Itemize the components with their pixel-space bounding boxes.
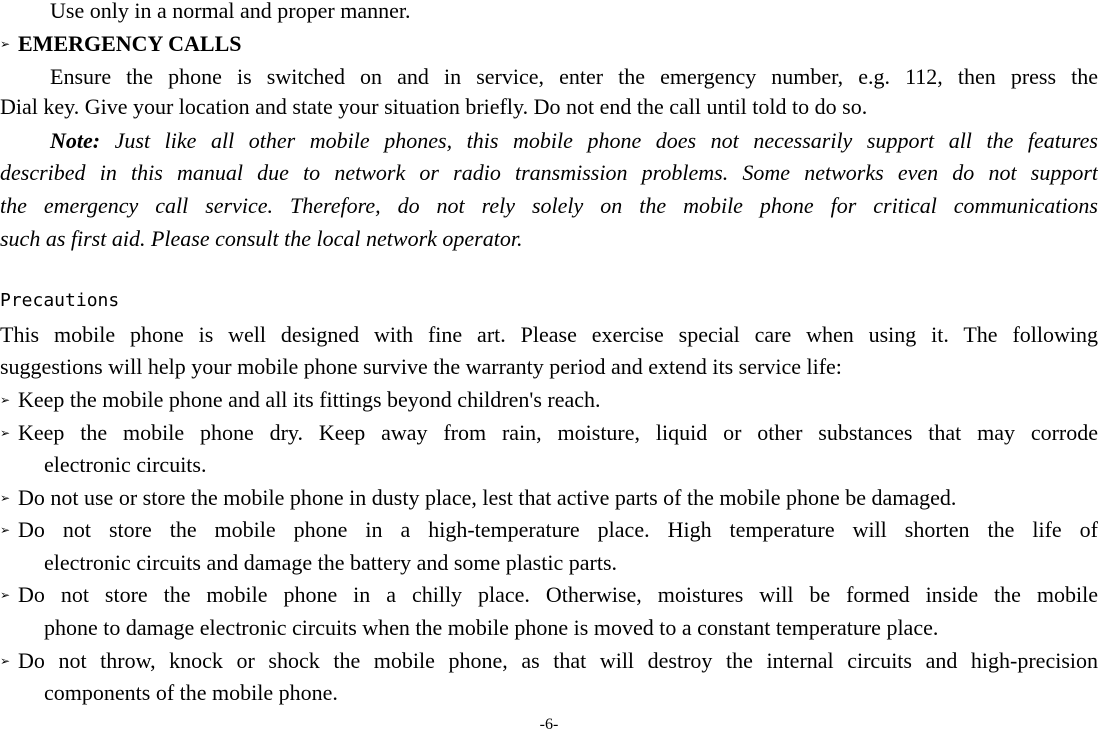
list-item-text: electronic circuits. [44,452,207,477]
bullet-arrow-icon: ➢ [0,588,11,602]
note-text: Just like all other mobile phones, this mobile phone does not necessarily support all the features [100,128,1098,153]
paragraph-text: suggestions will help your mobile phone survive the warranty period and extend its service life: [0,354,842,379]
note-line [0,156,1098,189]
paragraph-text: Dial key. Give your location and state your situation briefly. Do not end the call until told to do so. [0,94,868,119]
text-line [0,318,1098,351]
bullet-arrow-icon: ➢ [0,654,11,668]
text-line [0,0,1098,27]
text-line [0,60,1098,93]
list-item [0,481,1098,515]
list-item-continuation [0,676,1098,709]
bullet-arrow-icon: ➢ [0,393,11,407]
list-item-text: Do not use or store the mobile phone in dusty place, lest that active parts of the mobile phone be damaged. [18,485,957,510]
heading-emergency-calls [0,27,1098,61]
list-item-text: phone to damage electronic circuits when the mobile phone is moved to a constant temperature place. [44,615,939,640]
bullet-arrow-icon: ➢ [0,426,11,440]
text-line [0,90,1098,123]
text-line [0,350,1098,383]
paragraph-text: This mobile phone is well designed with fine art. Please exercise special care when using it. The following [0,322,1098,347]
section-title: EMERGENCY CALLS [18,31,242,56]
list-item-text: Do not throw, knock or shock the mobile phone, as that will destroy the internal circuits and high-precision [18,648,1098,673]
paragraph-text: Ensure the phone is switched on and in service, enter the emergency number, e.g. 112, then press the [50,64,1098,89]
list-item [0,644,1098,678]
note-text: such as first aid. Please consult the local network operator. [0,226,523,251]
note-label: Note: [50,128,101,153]
list-item-text: Keep the mobile phone and all its fittings beyond children's reach. [18,387,601,412]
bullet-arrow-icon: ➢ [0,37,11,51]
bullet-arrow-icon: ➢ [0,491,11,505]
note-text: the emergency call service. Therefore, do not rely solely on the mobile phone for critical communications [0,193,1098,218]
list-item-continuation [0,546,1098,579]
section-heading-precautions: Precautions [0,290,120,311]
list-item-text: Do not store the mobile phone in a high-temperature place. High temperature will shorten the life of [18,517,1098,542]
page-number: -6- [539,716,559,733]
note-line [0,124,1098,157]
list-item-text: Keep the mobile phone dry. Keep away from rain, moisture, liquid or other substances that may corrode [18,420,1098,445]
list-item [0,416,1098,450]
bullet-arrow-icon: ➢ [0,523,11,537]
list-item-text: Do not store the mobile phone in a chilly place. Otherwise, moistures will be formed inside the mobile [18,582,1098,607]
list-item-text: components of the mobile phone. [44,680,338,705]
paragraph-text: Use only in a normal and proper manner. [50,0,411,23]
list-item [0,513,1098,547]
list-item-continuation [0,611,1098,644]
list-item-continuation [0,448,1098,481]
note-line [0,189,1098,222]
list-item [0,578,1098,612]
list-item [0,383,1098,417]
note-text: described in this manual due to network or radio transmission problems. Some networks even do not support [0,160,1098,185]
list-item-text: electronic circuits and damage the battery and some plastic parts. [44,550,617,575]
note-line [0,222,1098,255]
